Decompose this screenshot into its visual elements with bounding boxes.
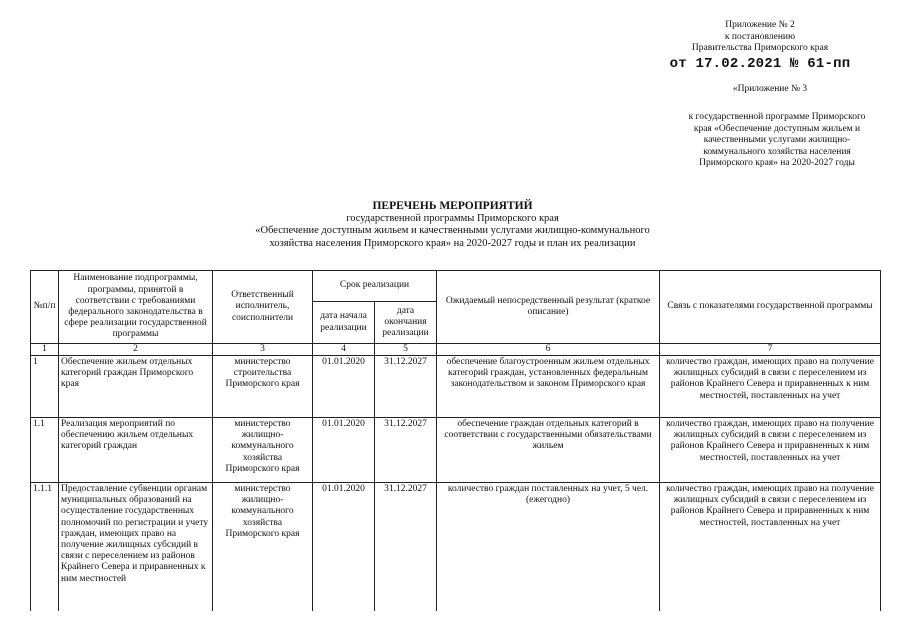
header-name: Наименование подпрограммы, программы, принятой в соответствии с требованиями федерального законодательства в сфере реализации государственной программы <box>59 271 213 344</box>
program-ref-line: Приморского края» на 2020-2027 годы <box>699 158 855 168</box>
row-result: обеспечение граждан отдельных категорий в соответствии с государственными обязательствами жильем <box>437 418 660 483</box>
program-ref-line: коммунального хозяйства населения <box>703 146 851 157</box>
column-number: 7 <box>660 344 881 356</box>
row-link: количество граждан, имеющих право на получение жилищных субсидий в связи с переселением из районов Крайнего Севера и приравненных к ним местностей, поставленных на учет <box>660 418 881 483</box>
column-number: 3 <box>213 344 313 356</box>
program-reference <box>672 112 882 170</box>
header-row <box>31 271 881 302</box>
column-number: 1 <box>31 344 59 356</box>
row-start: 01.01.2020 <box>313 356 375 418</box>
header-start: дата начала реализации <box>313 302 375 344</box>
row-name: Обеспечение жильем отдельных категорий граждан Приморского края <box>59 356 213 418</box>
row-link: количество граждан, имеющих право на получение жилищных субсидий в связи с переселением из районов Крайнего Севера и приравненных к ним местностей, поставленных на учет <box>660 356 881 418</box>
table-row <box>31 356 881 418</box>
row-end: 31.12.2027 <box>375 356 437 418</box>
row-num: 1.1.1 <box>31 483 59 611</box>
appendix-line-2: к постановлению <box>724 31 796 42</box>
title-line-2: государственной программы Приморского края <box>346 212 559 224</box>
row-link: количество граждан, имеющих право на получение жилищных субсидий в связи с переселением из районов Крайнего Севера и приравненных к ним местностей, поставленных на учет <box>660 483 881 611</box>
events-table <box>30 270 881 611</box>
row-num: 1.1 <box>31 418 59 483</box>
appendix-header <box>660 20 860 73</box>
column-number: 4 <box>313 344 375 356</box>
row-start: 01.01.2020 <box>313 483 375 611</box>
row-name: Предоставление субвенции органам муниципальных образований на осуществление государственных полномочий по регистрации и учету граждан, имеющих право на получение жилищных субсидий в связи с переселением из районов Крайнего Севера и приравненных к ним местностей <box>59 483 213 611</box>
row-end: 31.12.2027 <box>375 418 437 483</box>
appendix-line-1: Приложение № 2 <box>725 20 795 30</box>
row-end: 31.12.2027 <box>375 483 437 611</box>
header-period: Срок реализации <box>313 271 437 302</box>
row-num: 1 <box>31 356 59 418</box>
appendix-line-3: Правительства Приморского края <box>691 43 829 53</box>
table-row <box>31 483 881 611</box>
row-name: Реализация мероприятий по обеспечению жильем отдельных категорий граждан <box>59 418 213 483</box>
row-executor: министерство строительства Приморского края <box>213 356 313 418</box>
order-number: от 17.02.2021 № 61-пп <box>669 55 851 72</box>
column-number: 6 <box>437 344 660 356</box>
program-ref-line: к государственной программе Приморского <box>688 112 866 122</box>
row-result: количество граждан поставленных на учет, 5 чел. (ежегодно) <box>437 483 660 611</box>
header-executor: Ответственный исполнитель, соисполнители <box>213 271 313 344</box>
appendix-3-label: «Приложение № 3 <box>732 84 808 94</box>
table-row <box>31 418 881 483</box>
row-result: обеспечение благоустроенным жильем отдельных категорий граждан, установленных федеральным законодательством и законом Приморского края <box>437 356 660 418</box>
row-start: 01.01.2020 <box>313 418 375 483</box>
header-link: Связь с показателями государственной программы <box>660 271 881 344</box>
row-executor: министерство жилищно-коммунального хозяйства Приморского края <box>213 418 313 483</box>
program-ref-line: качественными услугами жилищно- <box>703 135 851 145</box>
row-executor: министерство жилищно-коммунального хозяйства Приморского края <box>213 483 313 611</box>
title-main: ПЕРЕЧЕНЬ МЕРОПРИЯТИЙ <box>372 200 533 212</box>
header-end: дата окончания реализации <box>375 302 437 344</box>
column-number: 2 <box>59 344 213 356</box>
header-num: №п/п <box>31 271 59 344</box>
document-title <box>0 200 905 250</box>
header-result: Ожидаемый непосредственный результат (краткое описание) <box>437 271 660 344</box>
program-ref-line: края «Обеспечение доступным жильем и <box>693 123 861 134</box>
column-number-row <box>31 344 881 356</box>
title-line-4: хозяйства населения Приморского края» на 2020-2027 годы и план их реализации <box>269 237 636 249</box>
title-line-3: «Обеспечение доступным жильем и качественными услугами жилищно-коммунального <box>255 225 650 236</box>
column-number: 5 <box>375 344 437 356</box>
